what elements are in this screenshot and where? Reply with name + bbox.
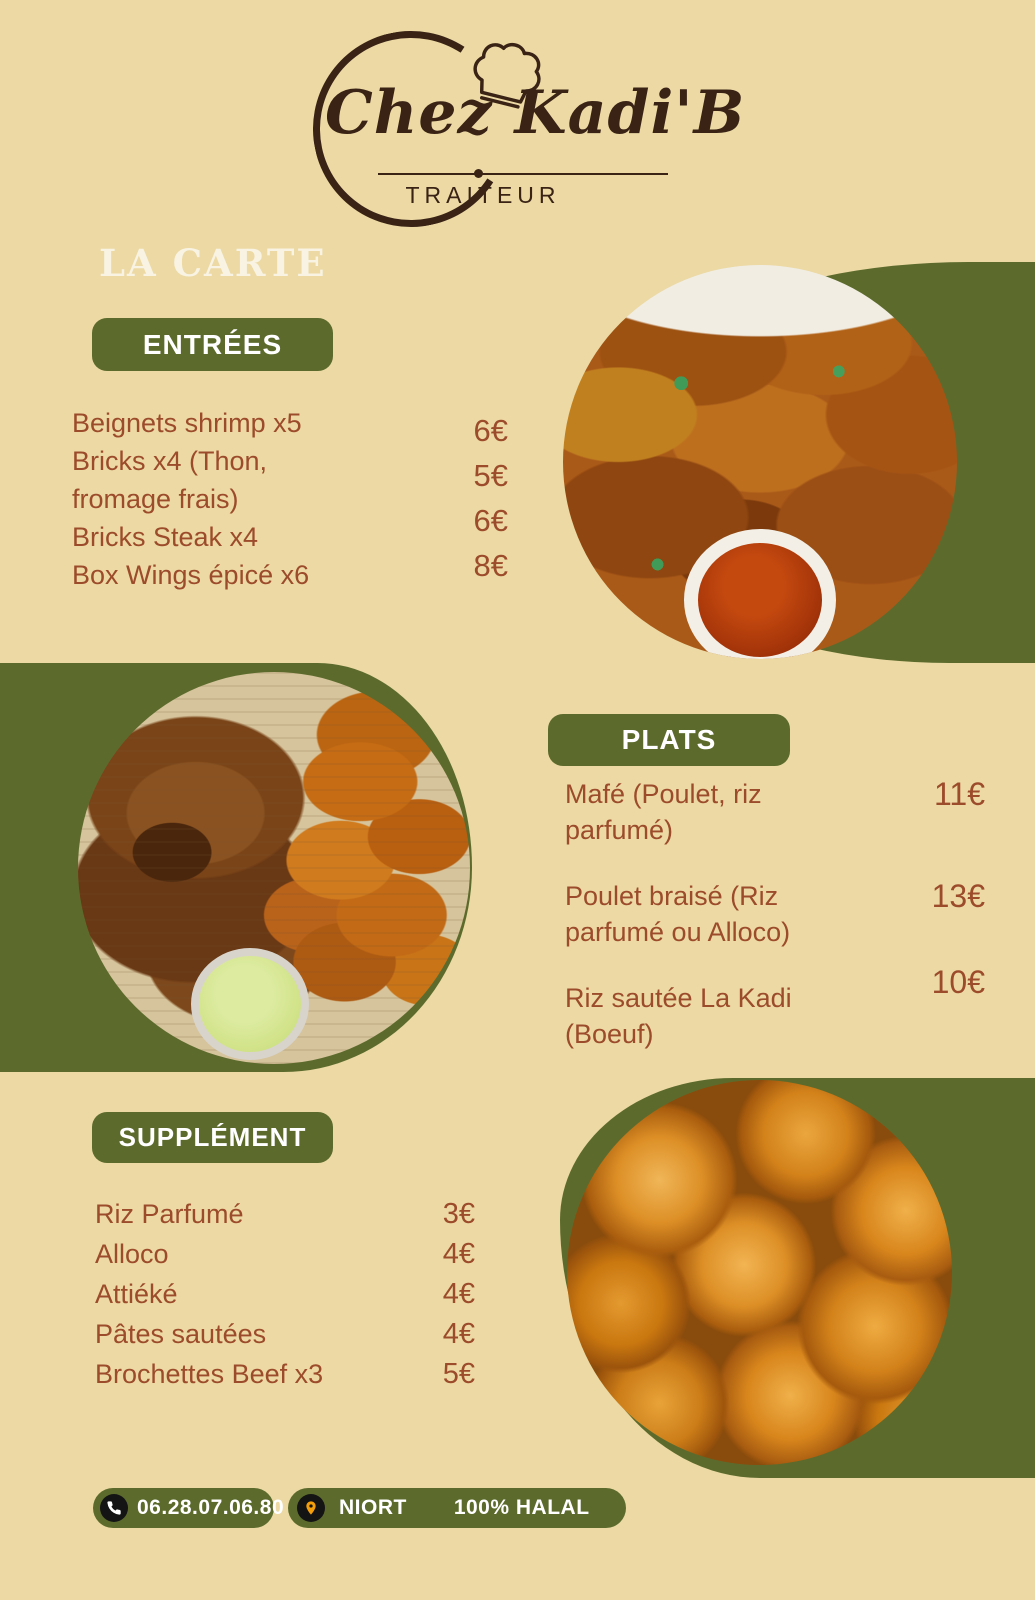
menu-item-price: 4€ (442, 1238, 475, 1270)
menu-item-price: 3€ (442, 1198, 475, 1230)
menu-item-name: Box Wings épicé x6 (72, 560, 310, 590)
section-title: ENTRÉES (142, 328, 283, 360)
menu-item-name: Riz Parfumé (95, 1199, 244, 1229)
logo-divider-dot (474, 169, 483, 178)
menu-item-name: Alloco (95, 1239, 169, 1269)
section-title: PLATS (621, 724, 717, 755)
menu-item-name: Beignets shrimp x5 (72, 408, 302, 438)
photo-beignets (567, 1080, 952, 1465)
menu-item-price: 10€ (931, 964, 985, 1000)
menu-item-name: Poulet braisé (Riz parfumé ou Alloco) (565, 881, 791, 947)
location-halal-badge (288, 1488, 626, 1528)
sauce-bowl (684, 529, 836, 659)
photo-box-wings (563, 265, 957, 659)
logo-divider-line (378, 173, 668, 175)
photo-poulet-braise (78, 672, 470, 1064)
menu-item-price: 5€ (473, 458, 508, 493)
green-sauce-bowl (191, 948, 309, 1060)
menu-item-price: 4€ (442, 1318, 475, 1350)
menu-row (95, 1314, 475, 1354)
supplement-item-list (95, 1194, 475, 1394)
section-header-supplement (92, 1112, 333, 1163)
section-header-plats (548, 714, 790, 766)
phone-icon (100, 1494, 128, 1522)
menu-item-name: Bricks x4 (Thon, fromage frais) (72, 446, 268, 514)
menu-item-name: Riz sautée La Kadi (Boeuf) (565, 983, 792, 1049)
menu-item-price: 4€ (442, 1278, 475, 1310)
entrees-price-list (438, 408, 508, 588)
brand-tagline: TRAITEUR (405, 182, 561, 208)
menu-item-price: 8€ (473, 548, 508, 583)
city-label: NIORT (339, 1496, 407, 1519)
menu-item-name: Attiéké (95, 1279, 178, 1309)
menu-row (95, 1354, 475, 1394)
menu-row (565, 776, 985, 848)
menu-row (95, 1194, 475, 1234)
menu-item-price: 11€ (933, 776, 985, 812)
menu-item-name: Brochettes Beef x3 (95, 1359, 324, 1389)
section-header-entrees (92, 318, 333, 371)
phone-badge (93, 1488, 285, 1528)
menu-row (95, 1234, 475, 1274)
menu-item-name: Mafé (Poulet, riz parfumé) (565, 779, 762, 845)
brand-name: Chez Kadi'B (325, 78, 746, 148)
halal-label: 100% HALAL (453, 1496, 590, 1519)
menu-row (565, 964, 985, 1052)
menu-item-price: 6€ (473, 503, 508, 538)
menu-row (565, 878, 985, 950)
section-title: SUPPLÉMENT (118, 1122, 307, 1152)
phone-number: 06.28.07.06.80 (137, 1496, 285, 1519)
plats-item-list (565, 776, 985, 1052)
location-pin-icon (297, 1494, 325, 1522)
page-title: LA CARTE (99, 241, 327, 285)
menu-item-name: Bricks Steak x4 (72, 522, 259, 552)
menu-item-price: 5€ (442, 1358, 475, 1390)
menu-row (95, 1274, 475, 1314)
menu-item-price: 6€ (473, 413, 508, 448)
entrees-item-list (72, 404, 362, 594)
menu-item-price: 13€ (931, 878, 985, 914)
menu-item-name: Pâtes sautées (95, 1319, 267, 1349)
